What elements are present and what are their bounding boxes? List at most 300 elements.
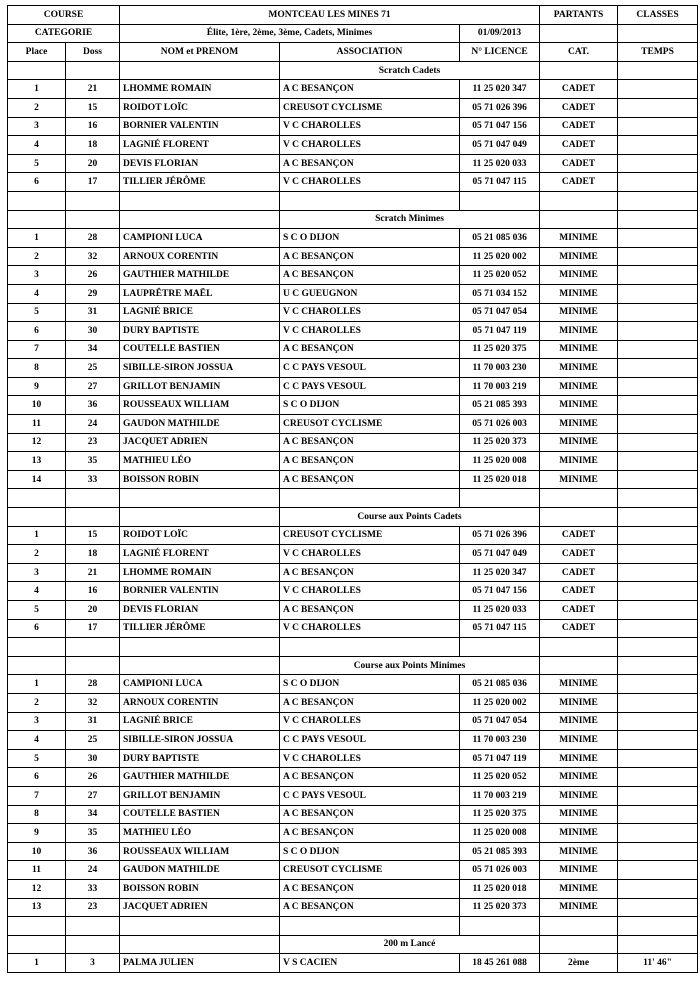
section-title: Scratch Cadets [280, 61, 540, 80]
name-cell: GAUTHIER MATHILDE [120, 266, 280, 285]
time-cell [618, 786, 698, 805]
category-cell: MINIME [540, 470, 618, 489]
doss-cell: 17 [66, 619, 120, 638]
table-row [8, 749, 698, 768]
doss-cell: 16 [66, 117, 120, 136]
place-cell: 2 [8, 545, 66, 564]
doss-cell: 35 [66, 452, 120, 471]
header-row-1 [8, 6, 698, 25]
section-spacer [540, 61, 618, 80]
blank-cell [540, 638, 618, 657]
licence-cell: 05 71 047 049 [460, 545, 540, 564]
doss-cell: 28 [66, 675, 120, 694]
column-header-row [8, 43, 698, 62]
doss-cell: 33 [66, 470, 120, 489]
table-row [8, 805, 698, 824]
category-cell: CADET [540, 154, 618, 173]
association-cell: A C BESANÇON [280, 898, 460, 917]
place-cell: 5 [8, 303, 66, 322]
section-spacer [120, 935, 280, 954]
time-cell [618, 898, 698, 917]
association-cell: A C BESANÇON [280, 433, 460, 452]
section-spacer [8, 61, 66, 80]
place-cell: 5 [8, 749, 66, 768]
doss-cell: 21 [66, 80, 120, 99]
place-cell: 6 [8, 768, 66, 787]
association-cell: V C CHAROLLES [280, 173, 460, 192]
doss-cell: 23 [66, 433, 120, 452]
event-title: MONTCEAU LES MINES 71 [120, 6, 540, 25]
blank-cell [280, 638, 460, 657]
name-cell: GRILLOT BENJAMIN [120, 377, 280, 396]
association-cell: C C PAYS VESOUL [280, 786, 460, 805]
licence-cell: 11 25 020 373 [460, 433, 540, 452]
place-cell: 7 [8, 786, 66, 805]
association-cell: S C O DIJON [280, 396, 460, 415]
association-cell: A C BESANÇON [280, 824, 460, 843]
licence-cell: 11 25 020 375 [460, 340, 540, 359]
blank-cell [66, 638, 120, 657]
doss-cell: 18 [66, 545, 120, 564]
time-cell [618, 136, 698, 155]
blank-cell [120, 191, 280, 210]
blank-cell [66, 917, 120, 936]
licence-cell: 05 71 026 396 [460, 526, 540, 545]
association-cell: A C BESANÇON [280, 563, 460, 582]
section-spacer [8, 935, 66, 954]
name-cell: GRILLOT BENJAMIN [120, 786, 280, 805]
partants-value [540, 24, 618, 43]
association-cell: C C PAYS VESOUL [280, 359, 460, 378]
licence-cell: 05 71 047 049 [460, 136, 540, 155]
classes-value [618, 24, 698, 43]
place-cell: 2 [8, 247, 66, 266]
place-cell: 5 [8, 601, 66, 620]
table-row [8, 266, 698, 285]
blank-row [8, 489, 698, 508]
section-spacer [540, 210, 618, 229]
time-cell [618, 675, 698, 694]
section-title-row [8, 508, 698, 527]
licence-cell: 11 70 003 219 [460, 377, 540, 396]
licence-cell: 11 25 020 033 [460, 601, 540, 620]
section-title: Scratch Minimes [280, 210, 540, 229]
association-cell: S C O DIJON [280, 675, 460, 694]
association-cell: A C BESANÇON [280, 154, 460, 173]
time-cell [618, 582, 698, 601]
licence-cell: 11 25 020 373 [460, 898, 540, 917]
place-cell: 4 [8, 582, 66, 601]
association-cell: V S CACIEN [280, 954, 460, 973]
col-association: ASSOCIATION [280, 43, 460, 62]
doss-cell: 25 [66, 359, 120, 378]
table-row [8, 619, 698, 638]
section-spacer [8, 656, 66, 675]
category-cell: CADET [540, 601, 618, 620]
section-spacer [618, 61, 698, 80]
time-cell [618, 322, 698, 341]
partants-label: PARTANTS [540, 6, 618, 25]
doss-cell: 36 [66, 396, 120, 415]
licence-cell: 11 25 020 033 [460, 154, 540, 173]
time-cell [618, 284, 698, 303]
association-cell: CREUSOT CYCLISME [280, 861, 460, 880]
category-cell: MINIME [540, 284, 618, 303]
category-cell: 2ème [540, 954, 618, 973]
licence-cell: 11 25 020 002 [460, 693, 540, 712]
category-cell: MINIME [540, 805, 618, 824]
col-licence: N° LICENCE [460, 43, 540, 62]
place-cell: 8 [8, 805, 66, 824]
association-cell: V C CHAROLLES [280, 582, 460, 601]
place-cell: 10 [8, 842, 66, 861]
category-cell: CADET [540, 545, 618, 564]
course-label: COURSE [8, 6, 120, 25]
blank-cell [618, 638, 698, 657]
blank-cell [460, 489, 540, 508]
name-cell: LHOMME ROMAIN [120, 563, 280, 582]
name-cell: GAUTHIER MATHILDE [120, 768, 280, 787]
classes-label: CLASSES [618, 6, 698, 25]
category-cell: CADET [540, 136, 618, 155]
place-cell: 3 [8, 712, 66, 731]
licence-cell: 18 45 261 088 [460, 954, 540, 973]
table-row [8, 80, 698, 99]
place-cell: 1 [8, 675, 66, 694]
table-row [8, 136, 698, 155]
name-cell: SIBILLE-SIRON JOSSUA [120, 359, 280, 378]
category-cell: CADET [540, 582, 618, 601]
association-cell: A C BESANÇON [280, 805, 460, 824]
table-row [8, 582, 698, 601]
doss-cell: 3 [66, 954, 120, 973]
association-cell: CREUSOT CYCLISME [280, 98, 460, 117]
name-cell: BORNIER VALENTIN [120, 117, 280, 136]
licence-cell: 11 25 020 052 [460, 266, 540, 285]
section-spacer [618, 935, 698, 954]
time-cell [618, 229, 698, 248]
doss-cell: 15 [66, 98, 120, 117]
place-cell: 1 [8, 229, 66, 248]
time-cell [618, 712, 698, 731]
table-row [8, 396, 698, 415]
place-cell: 2 [8, 98, 66, 117]
association-cell: C C PAYS VESOUL [280, 377, 460, 396]
place-cell: 9 [8, 377, 66, 396]
licence-cell: 11 25 020 375 [460, 805, 540, 824]
doss-cell: 25 [66, 731, 120, 750]
association-cell: A C BESANÇON [280, 80, 460, 99]
doss-cell: 30 [66, 749, 120, 768]
association-cell: V C CHAROLLES [280, 303, 460, 322]
name-cell: BOISSON ROBIN [120, 470, 280, 489]
category-cell: MINIME [540, 731, 618, 750]
table-row [8, 786, 698, 805]
blank-cell [66, 191, 120, 210]
association-cell: V C CHAROLLES [280, 545, 460, 564]
blank-cell [8, 638, 66, 657]
licence-cell: 05 21 085 036 [460, 675, 540, 694]
table-row [8, 842, 698, 861]
section-spacer [66, 210, 120, 229]
place-cell: 6 [8, 322, 66, 341]
section-spacer [618, 508, 698, 527]
blank-cell [8, 917, 66, 936]
time-cell [618, 861, 698, 880]
time-cell [618, 340, 698, 359]
licence-cell: 05 71 047 156 [460, 117, 540, 136]
time-cell [618, 396, 698, 415]
blank-cell [540, 489, 618, 508]
licence-cell: 05 71 026 003 [460, 415, 540, 434]
category-cell: MINIME [540, 861, 618, 880]
name-cell: ARNOUX CORENTIN [120, 247, 280, 266]
table-row [8, 117, 698, 136]
name-cell: BORNIER VALENTIN [120, 582, 280, 601]
results-table [7, 5, 698, 973]
licence-cell: 11 70 003 219 [460, 786, 540, 805]
table-row [8, 563, 698, 582]
table-row [8, 247, 698, 266]
blank-cell [618, 917, 698, 936]
time-cell [618, 879, 698, 898]
table-row [8, 322, 698, 341]
table-row [8, 824, 698, 843]
col-name: NOM et PRENOM [120, 43, 280, 62]
name-cell: MATHIEU LÉO [120, 824, 280, 843]
place-cell: 10 [8, 396, 66, 415]
association-cell: V C CHAROLLES [280, 136, 460, 155]
category-cell: MINIME [540, 712, 618, 731]
place-cell: 3 [8, 117, 66, 136]
place-cell: 9 [8, 824, 66, 843]
place-cell: 13 [8, 452, 66, 471]
time-cell [618, 768, 698, 787]
section-spacer [66, 61, 120, 80]
blank-cell [618, 191, 698, 210]
time-cell [618, 359, 698, 378]
time-cell [618, 749, 698, 768]
table-row [8, 731, 698, 750]
category-cell: MINIME [540, 452, 618, 471]
blank-cell [618, 489, 698, 508]
doss-cell: 24 [66, 415, 120, 434]
table-row [8, 879, 698, 898]
name-cell: LHOMME ROMAIN [120, 80, 280, 99]
name-cell: SIBILLE-SIRON JOSSUA [120, 731, 280, 750]
doss-cell: 31 [66, 303, 120, 322]
name-cell: LAGNIÉ FLORENT [120, 545, 280, 564]
doss-cell: 30 [66, 322, 120, 341]
category-cell: MINIME [540, 786, 618, 805]
table-row [8, 340, 698, 359]
table-row [8, 954, 698, 973]
name-cell: DEVIS FLORIAN [120, 601, 280, 620]
doss-cell: 26 [66, 266, 120, 285]
category-cell: MINIME [540, 433, 618, 452]
association-cell: A C BESANÇON [280, 247, 460, 266]
time-cell [618, 173, 698, 192]
place-cell: 14 [8, 470, 66, 489]
doss-cell: 20 [66, 154, 120, 173]
doss-cell: 29 [66, 284, 120, 303]
time-cell [618, 154, 698, 173]
category-cell: MINIME [540, 396, 618, 415]
association-cell: U C GUEUGNON [280, 284, 460, 303]
licence-cell: 05 71 026 396 [460, 98, 540, 117]
category-cell: CADET [540, 526, 618, 545]
association-cell: CREUSOT CYCLISME [280, 526, 460, 545]
section-spacer [66, 508, 120, 527]
header-row-2 [8, 24, 698, 43]
name-cell: LAGNIÉ FLORENT [120, 136, 280, 155]
doss-cell: 24 [66, 861, 120, 880]
time-cell [618, 247, 698, 266]
category-cell: MINIME [540, 842, 618, 861]
category-cell: MINIME [540, 359, 618, 378]
category-cell: MINIME [540, 340, 618, 359]
table-row [8, 712, 698, 731]
licence-cell: 11 25 020 008 [460, 452, 540, 471]
section-spacer [120, 656, 280, 675]
place-cell: 1 [8, 526, 66, 545]
section-spacer [120, 508, 280, 527]
section-spacer [120, 61, 280, 80]
licence-cell: 11 25 020 347 [460, 563, 540, 582]
name-cell: LAGNIÉ BRICE [120, 303, 280, 322]
section-title-row [8, 656, 698, 675]
time-cell [618, 693, 698, 712]
category-cell: CADET [540, 98, 618, 117]
place-cell: 6 [8, 173, 66, 192]
table-row [8, 377, 698, 396]
name-cell: DURY BAPTISTE [120, 749, 280, 768]
category-cell: MINIME [540, 377, 618, 396]
doss-cell: 26 [66, 768, 120, 787]
category-cell: MINIME [540, 879, 618, 898]
licence-cell: 05 71 047 119 [460, 322, 540, 341]
association-cell: A C BESANÇON [280, 470, 460, 489]
name-cell: LAUPRÊTRE MAËL [120, 284, 280, 303]
section-title: Course aux Points Minimes [280, 656, 540, 675]
name-cell: JACQUET ADRIEN [120, 433, 280, 452]
place-cell: 7 [8, 340, 66, 359]
name-cell: ROIDOT LOÏC [120, 526, 280, 545]
licence-cell: 05 71 047 054 [460, 712, 540, 731]
doss-cell: 27 [66, 377, 120, 396]
doss-cell: 20 [66, 601, 120, 620]
association-cell: S C O DIJON [280, 229, 460, 248]
time-cell [618, 545, 698, 564]
licence-cell: 11 25 020 347 [460, 80, 540, 99]
place-cell: 12 [8, 433, 66, 452]
name-cell: DEVIS FLORIAN [120, 154, 280, 173]
blank-cell [120, 917, 280, 936]
doss-cell: 33 [66, 879, 120, 898]
name-cell: ARNOUX CORENTIN [120, 693, 280, 712]
section-spacer [540, 508, 618, 527]
blank-cell [8, 191, 66, 210]
category-cell: CADET [540, 117, 618, 136]
time-cell [618, 303, 698, 322]
place-cell: 5 [8, 154, 66, 173]
category-cell: MINIME [540, 247, 618, 266]
blank-cell [8, 489, 66, 508]
table-row [8, 433, 698, 452]
doss-cell: 35 [66, 824, 120, 843]
section-spacer [540, 935, 618, 954]
time-cell [618, 731, 698, 750]
association-cell: C C PAYS VESOUL [280, 731, 460, 750]
doss-cell: 34 [66, 340, 120, 359]
table-row [8, 359, 698, 378]
category-cell: CADET [540, 563, 618, 582]
name-cell: DURY BAPTISTE [120, 322, 280, 341]
blank-row [8, 191, 698, 210]
blank-row [8, 638, 698, 657]
licence-cell: 05 71 047 115 [460, 173, 540, 192]
name-cell: MATHIEU LÉO [120, 452, 280, 471]
category-cell: MINIME [540, 749, 618, 768]
association-cell: A C BESANÇON [280, 601, 460, 620]
table-row [8, 284, 698, 303]
time-cell [618, 377, 698, 396]
section-spacer [8, 210, 66, 229]
blank-cell [120, 638, 280, 657]
licence-cell: 05 71 047 054 [460, 303, 540, 322]
category-cell: MINIME [540, 266, 618, 285]
association-cell: V C CHAROLLES [280, 117, 460, 136]
blank-cell [460, 191, 540, 210]
place-cell: 1 [8, 80, 66, 99]
table-row [8, 675, 698, 694]
name-cell: TILLIER JÉRÔME [120, 619, 280, 638]
licence-cell: 05 21 085 393 [460, 842, 540, 861]
col-temps: TEMPS [618, 43, 698, 62]
table-row [8, 98, 698, 117]
category-cell: MINIME [540, 693, 618, 712]
time-cell [618, 842, 698, 861]
association-cell: V C CHAROLLES [280, 712, 460, 731]
table-row [8, 768, 698, 787]
category-cell: MINIME [540, 303, 618, 322]
category-cell: MINIME [540, 229, 618, 248]
blank-cell [540, 191, 618, 210]
place-cell: 12 [8, 879, 66, 898]
time-cell [618, 452, 698, 471]
doss-cell: 16 [66, 582, 120, 601]
licence-cell: 05 71 047 119 [460, 749, 540, 768]
doss-cell: 23 [66, 898, 120, 917]
doss-cell: 15 [66, 526, 120, 545]
association-cell: CREUSOT CYCLISME [280, 415, 460, 434]
place-cell: 1 [8, 954, 66, 973]
table-row [8, 154, 698, 173]
section-title: Course aux Points Cadets [280, 508, 540, 527]
doss-cell: 36 [66, 842, 120, 861]
table-row [8, 898, 698, 917]
categories-text: Élite, 1ère, 2ème, 3ème, Cadets, Minimes [120, 24, 460, 43]
name-cell: GAUDON MATHILDE [120, 861, 280, 880]
categorie-label: CATEGORIE [8, 24, 120, 43]
name-cell: BOISSON ROBIN [120, 879, 280, 898]
blank-cell [460, 638, 540, 657]
name-cell: COUTELLE BASTIEN [120, 805, 280, 824]
col-doss: Doss [66, 43, 120, 62]
time-cell [618, 117, 698, 136]
licence-cell: 05 21 085 036 [460, 229, 540, 248]
place-cell: 8 [8, 359, 66, 378]
